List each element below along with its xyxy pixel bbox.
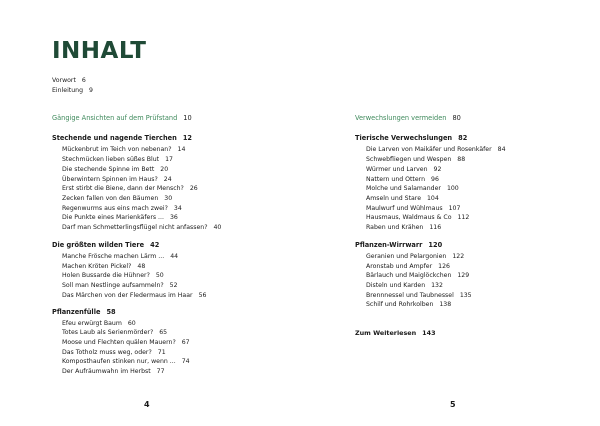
toc-entry: Holen Bussarde die Hühner? 50 — [62, 272, 164, 279]
toc-entry: Überwintern Spinnen im Haus? 24 — [62, 176, 172, 183]
toc-entry: Hausmaus, Waldmaus & Co 112 — [366, 214, 470, 221]
toc-entry: Efeu erwürgt Baum 60 — [62, 320, 136, 327]
toc-entry: Disteln und Karden 132 — [366, 282, 443, 289]
toc-entry: Mückenbrut im Teich von nebenan? 14 — [62, 146, 186, 153]
toc-entry: Der Aufräumwahn im Herbst 77 — [62, 368, 165, 375]
toc-entry: Komposthaufen stinken nur, wenn ... 74 — [62, 358, 190, 365]
toc-entry: Regenwurms aus eins mach zwei? 34 — [62, 205, 182, 212]
toc-entry: Brennnessel und Taubnessel 135 — [366, 292, 472, 299]
toc-entry: Geranien und Pelargonien 122 — [366, 253, 465, 260]
toc-entry: Stechmücken lieben süßes Blut 17 — [62, 156, 173, 163]
toc-entry: Bärlauch und Maiglöckchen 129 — [366, 272, 470, 279]
toc-entry: Schilf und Rohrkolben 138 — [366, 301, 452, 308]
toc-entry: Soll man Nestlinge aufsammeln? 52 — [62, 282, 178, 289]
toc-entry: Amseln und Stare 104 — [366, 195, 439, 202]
toc-entry: Machen Kröten Pickel? 48 — [62, 263, 146, 270]
toc-entry: Das Totholz muss weg, oder? 71 — [62, 349, 166, 356]
toc-entry: Die Larven von Maikäfer und Rosenkäfer 84 — [366, 146, 506, 153]
toc-entry: Erst stirbt die Biene, dann der Mensch? 26 — [62, 185, 198, 192]
toc-entry: Maulwurf und Wühlmaus 107 — [366, 205, 461, 212]
page-title: INHALT — [52, 38, 147, 64]
chapter-heading: Gängige Ansichten auf dem Prüfstand 10 — [52, 114, 192, 122]
page-number-right: 5 — [450, 400, 456, 409]
page-number-left: 4 — [144, 400, 150, 409]
toc-entry: Zecken fallen von den Bäumen 30 — [62, 195, 173, 202]
toc-entry: Zum Weiterlesen 143 — [355, 329, 436, 337]
section-heading: Stechende und nagende Tierchen 12 — [52, 134, 192, 142]
section-heading: Die größten wilden Tiere 42 — [52, 241, 160, 249]
toc-entry: Totes Laub als Serienmörder? 65 — [62, 329, 168, 336]
toc-entry: Schwebfliegen und Wespen 88 — [366, 156, 466, 163]
toc-entry: Moose und Flechten quälen Mauern? 67 — [62, 339, 190, 346]
toc-entry: Raben und Krähen 116 — [366, 224, 442, 231]
toc-entry: Aronstab und Ampfer 126 — [366, 263, 450, 270]
toc-entry: Manche Frösche machen Lärm ... 44 — [62, 253, 179, 260]
toc-entry: Die stechende Spinne im Bett 20 — [62, 166, 169, 173]
toc-entry: Vorwort 6 — [52, 77, 86, 84]
toc-entry: Das Märchen von der Fledermaus im Haar 56 — [62, 292, 207, 299]
section-heading: Pflanzenfülle 58 — [52, 308, 116, 316]
toc-entry: Molche und Salamander 100 — [366, 185, 459, 192]
toc-entry: Würmer und Larven 92 — [366, 166, 442, 173]
toc-entry: Darf man Schmetterlingsflügel nicht anfassen? 40 — [62, 224, 222, 231]
chapter-heading: Verwechslungen vermeiden 80 — [355, 114, 461, 122]
toc-entry: Die Punkte eines Marienkäfers ... 36 — [62, 214, 178, 221]
section-heading: Pflanzen-Wirrwarr 120 — [355, 241, 443, 249]
toc-entry: Einleitung 9 — [52, 87, 93, 94]
section-heading: Tierische Verwechslungen 82 — [355, 134, 468, 142]
toc-entry: Nattern und Ottern 96 — [366, 176, 439, 183]
